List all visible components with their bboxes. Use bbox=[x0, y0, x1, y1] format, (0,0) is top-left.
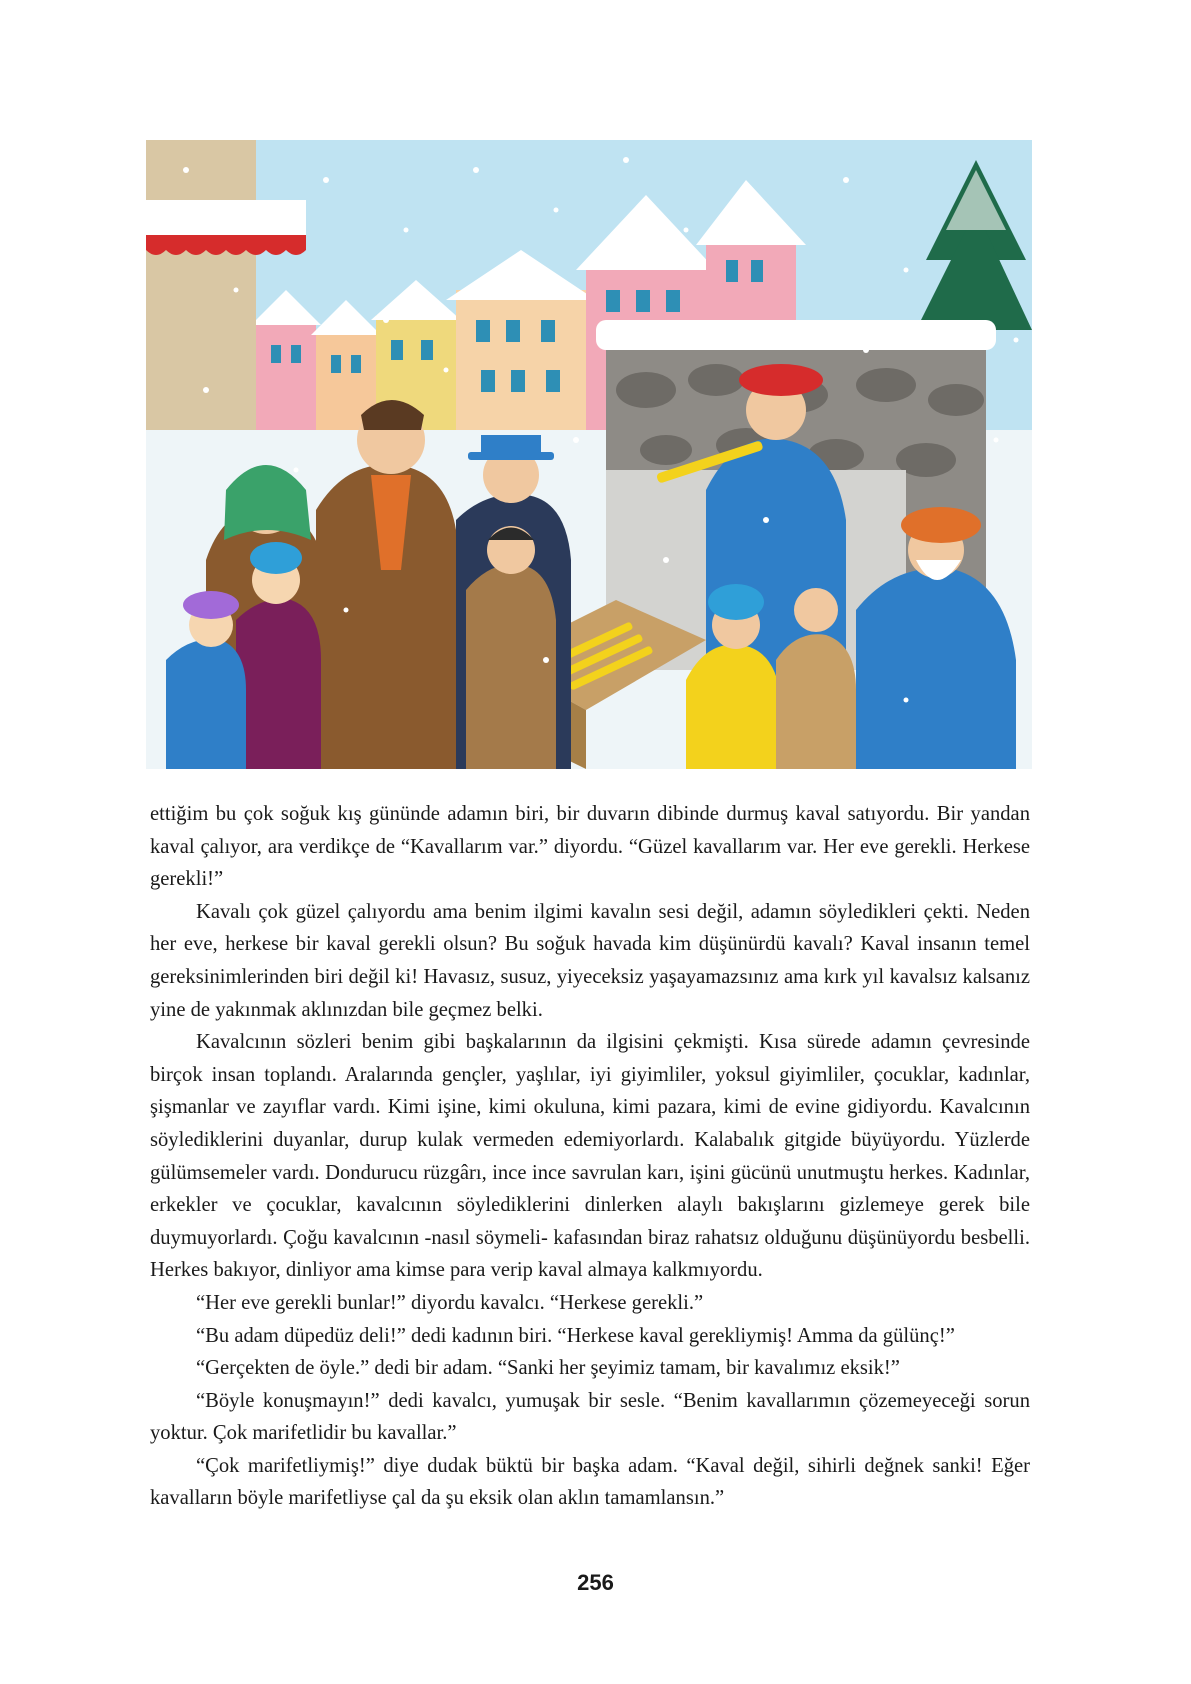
paragraph: ettiğim bu çok soğuk kış gününde adamın biri, bir duvarın dibinde durmuş kaval satıyordu. Bir yandan kaval çalıyor, ara verdikçe de “Kavallarım var.” diyordu. “Güzel kavallarım var. Her eve gerekli. Herkese gerekli!” bbox=[150, 803, 1030, 891]
paragraph: “Çok marifetliymiş!” diye dudak büktü bir başka adam. “Kaval değil, sihirli değnek sanki! Eğer kavalların böyle marifetliyse çal da şu eksik olan aklın tamamlansın.” bbox=[150, 1454, 1030, 1510]
paragraph: “Her eve gerekli bunlar!” diyordu kavalcı. “Herkese gerekli.” bbox=[196, 1291, 704, 1314]
paragraph: “Gerçekten de öyle.” dedi bir adam. “Sanki her şeyimiz tamam, bir kavalımız eksik!” bbox=[196, 1357, 900, 1380]
page-number: 256 bbox=[577, 1570, 614, 1595]
paragraph: “Bu adam düpedüz deli!” dedi kadının biri. “Herkese kaval gerekliymiş! Amma da gülünç!” bbox=[196, 1324, 955, 1347]
paragraph: Kavalcının sözleri benim gibi başkalarının da ilgisini çekmişti. Kısa sürede adamın çevresinde birçok insan toplandı. Aralarında gençler, yaşlılar, iyi giyimliler, yoksul giyimliler, çocuklar, kadınlar, şişmanlar ve zayıflar vardı. Kimi işine, kimi okuluna, kimi pazara, kimi de evine gidiyordu. Kavalcının söylediklerini duyanlar, durup kulak vermeden edemiyorlardı. Kalabalık gitgide büyüyordu. Yüzlerde gülümsemeler vardı. Dondurucu rüzgârı, ince ince savrulan karı, işini gücünü unutmuştu herkes. Kadınlar, erkekler ve çocuklar, kavalcının söylediklerini dinlerken alaylı bakışlarını gizlemeye gerek bile duymuyorlardı. Çoğu kavalcının -nasıl söymeli- kafasından biraz rahatsız olduğunu düşünüyordu besbelli. Herkes bakıyor, dinliyor ama kimse para verip kaval almaya kalkmıyordu. bbox=[150, 1031, 1030, 1282]
paragraph: Kavalı çok güzel çalıyordu ama benim ilgimi kavalın sesi değil, adamın söyledikleri çekti. Neden her eve, herkese bir kaval gerekli olsun? Bu soğuk havada kim düşünürdü kavalı? Kaval insanın temel gereksinimlerinden biri değil ki! Havasız, susuz, yiyeceksiz yaşayamazsınız ama kırk yıl kavalsız kalsanız yine de yakınmak aklınızdan bile geçmez belki. bbox=[150, 900, 1030, 1021]
paragraph: “Böyle konuşmayın!” dedi kavalcı, yumuşak bir sesle. “Benim kavallarımın çözemeyeceği sorun yoktur. Çok marifetlidir bu kavallar.” bbox=[150, 1389, 1030, 1445]
story-illustration bbox=[146, 140, 1032, 769]
winter-street-scene bbox=[146, 140, 1032, 769]
story-text bbox=[150, 798, 1030, 1515]
